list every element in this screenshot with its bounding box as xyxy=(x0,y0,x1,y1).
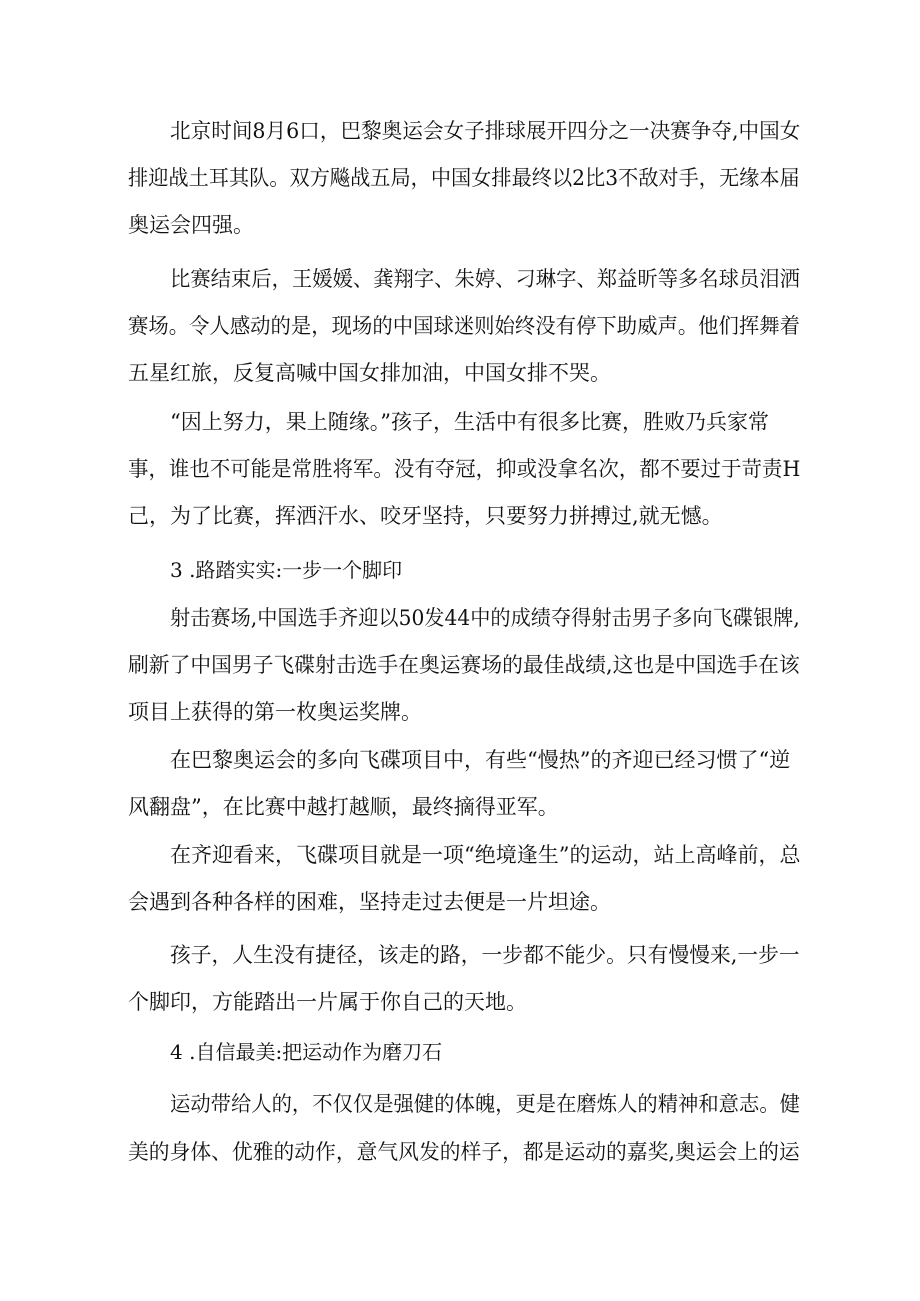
text-line: “因上努力，果上随缘。”孩子，生活中有很多比赛，胜败乃兵家常 xyxy=(170,410,769,434)
text-line: 孩子，人生没有捷径，该走的路，一步都不能少。只有慢慢来,一步一 xyxy=(170,943,800,967)
text-line: 在巴黎奥运会的多向飞碟项目中，有些“慢热”的齐迎已经习惯了“逆 xyxy=(170,748,791,772)
text-line: 比赛结束后，王媛媛、龚翔字、朱婷、刁琳字、郑益昕等多名球员泪洒 xyxy=(170,267,800,291)
text-line: 射击赛场,中国选手齐迎以50发44中的成绩夺得射击男子多向飞碟银牌, xyxy=(170,606,800,630)
text-line: 奥运会四强。 xyxy=(128,213,254,237)
text-line: 北京时间8月6口，巴黎奥运会女子排球展开四分之一决赛争夺,中国女 xyxy=(170,119,801,143)
text-line: 项目上获得的第一枚奥运奖牌。 xyxy=(128,700,422,724)
text-line: 排迎战土耳其队。双方飚战五局，中国女排最终以2比3不敌对手，无缘本届 xyxy=(128,166,800,190)
text-line: 个脚印，方能踏出一片属于你自己的天地。 xyxy=(128,990,527,1014)
text-line: 在齐迎看来，飞碟项目就是一项“绝境逢生”的运动，站上高峰前，总 xyxy=(170,843,801,867)
text-line: 美的身体、优雅的动作，意气风发的样子，都是运动的嘉奖,奥运会上的运 xyxy=(128,1140,800,1164)
text-line: 运动带给人的，不仅仅是强健的体魄，更是在磨炼人的精神和意志。健 xyxy=(170,1092,800,1116)
text-line: 赛场。令人感动的是，现场的中国球迷则始终没有停下助威声。他们挥舞着 xyxy=(128,314,801,338)
section-heading-4: 4 .自信最美:把运动作为磨刀石 xyxy=(170,1040,443,1064)
text-line: 会遇到各种各样的困难，坚持走过去便是一片坦途。 xyxy=(128,890,611,914)
text-line: 刷新了中国男子飞碟射击选手在奥运赛场的最佳战绩,这也是中国选手在该 xyxy=(128,653,800,677)
text-line: 己，为了比赛，挥洒汗水、咬牙坚持，只要努力拼搏过,就无憾。 xyxy=(128,504,723,528)
text-line: 事，谁也不可能是常胜将军。没有夺冠，抑或没拿名次，都不要过于苛责H xyxy=(128,457,801,481)
text-line: 风翻盘”，在比赛中越打越顺，最终摘得亚军。 xyxy=(128,795,559,819)
section-heading-3: 3 .路踏实实:一步一个脚印 xyxy=(170,558,403,582)
text-line: 五星红旅，反复高喊中国女排加油，中国女排不哭。 xyxy=(128,361,611,385)
